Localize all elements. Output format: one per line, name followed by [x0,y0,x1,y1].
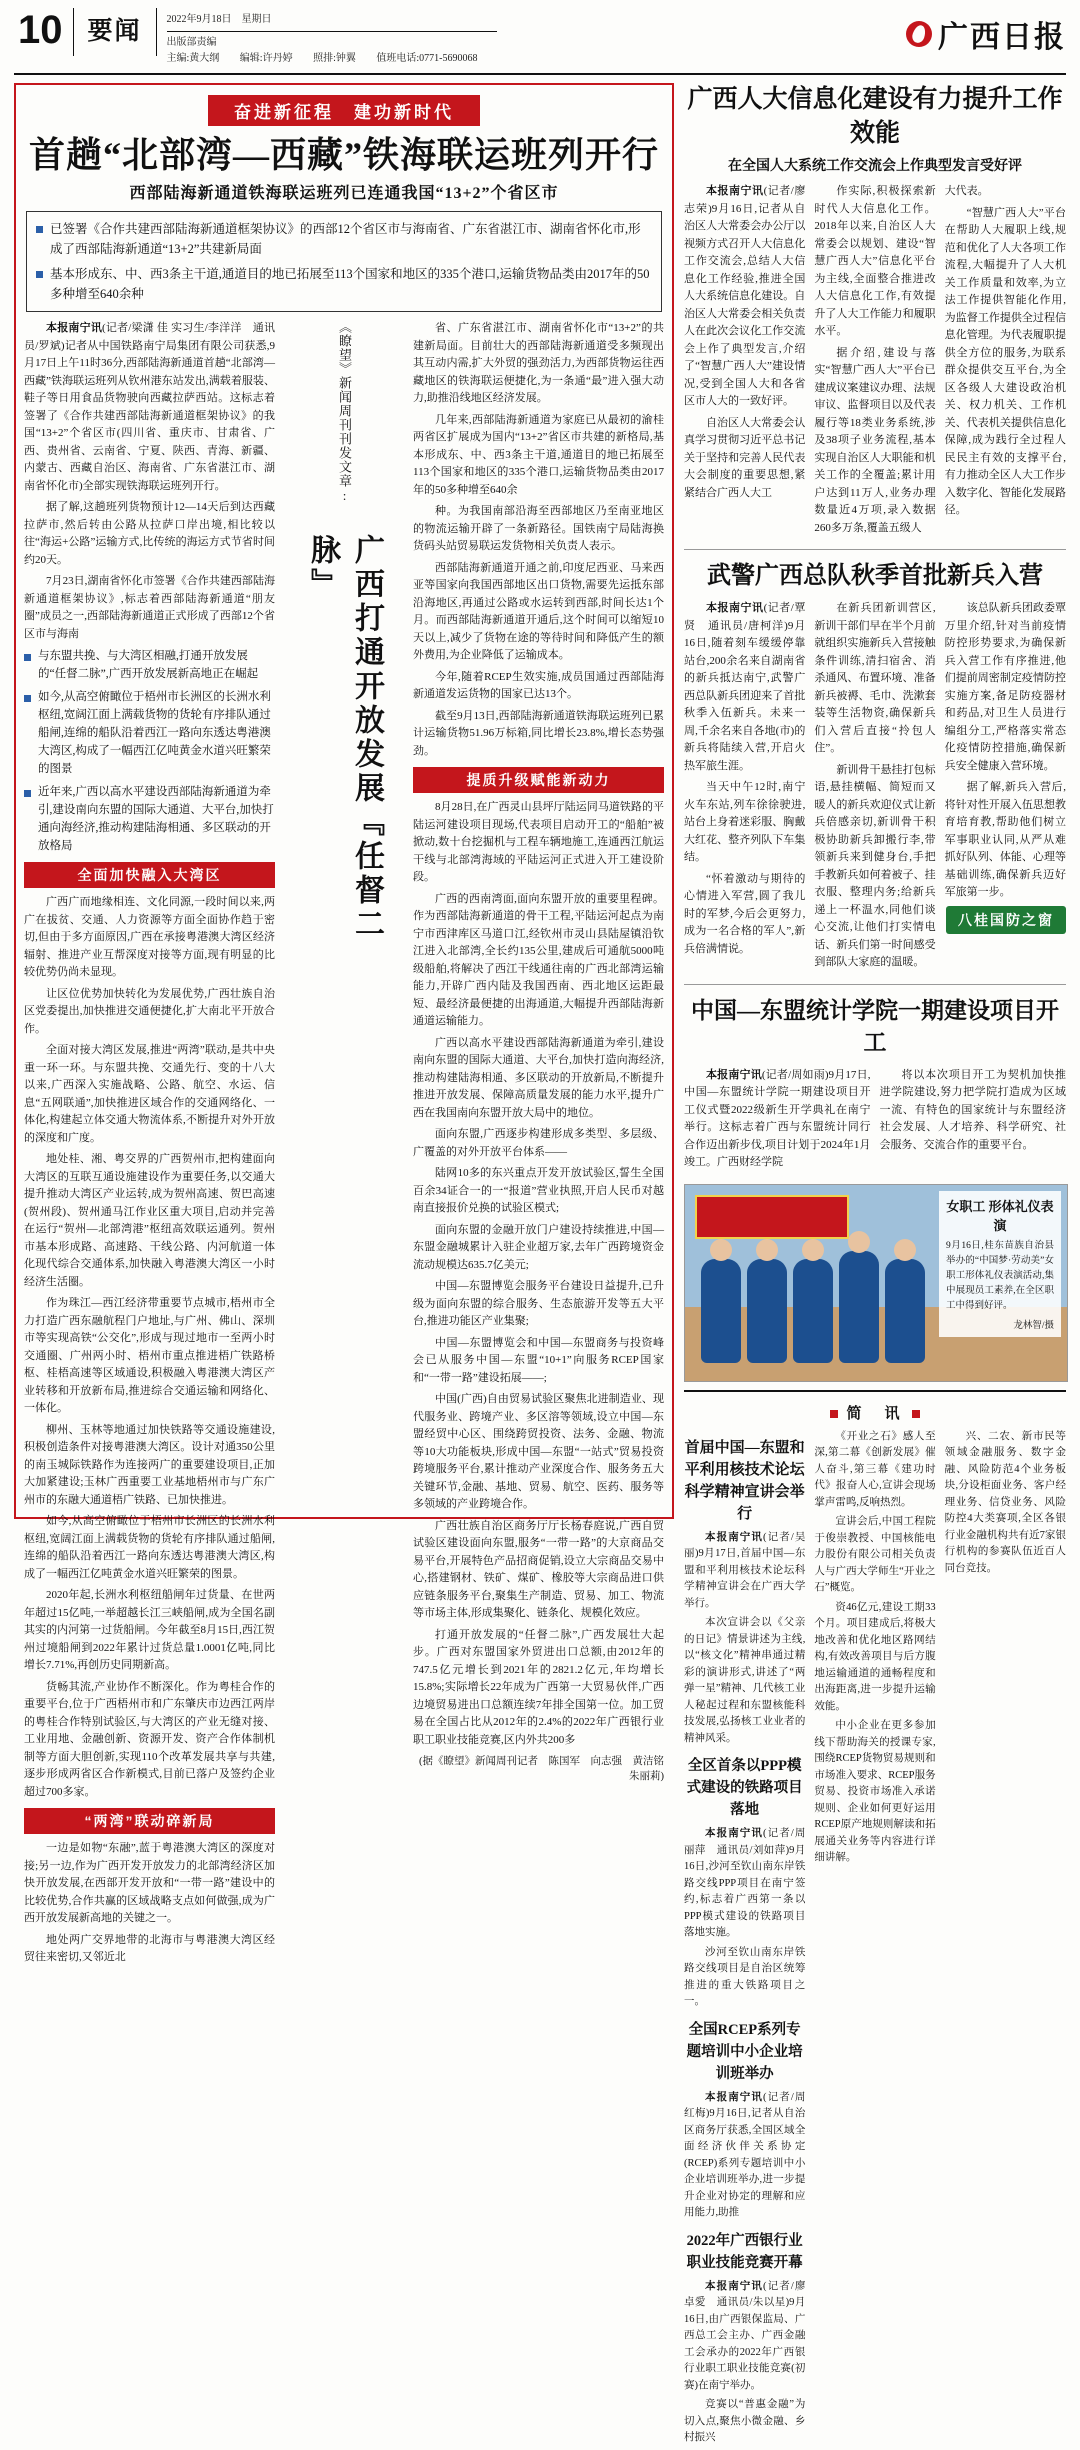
vertical-headline: 广西打通开放发展『任督二脉』 [306,534,383,942]
highlight-box [26,211,662,312]
blue-point: 近年来,广西以高水平建设西部陆海新通道为牵引,建设南向东盟的国际大通道、大平台,加快打通向海经济,推动构建陆海相通、多区联动的开放格局 [24,783,275,855]
paragraph: 货畅其流,产业协作不断深化。作为粤桂合作的重要平台,位于广西梧州市和广东肇庆市边西江两岸的粤桂合作特别试验区,与大湾区的产业无缝对接、工业用地、金融创新、资源开发、资产合作体制机制等方面大胆创新,实现110个改革发展共享与共建,逐步形成两省区合作新模式,目前已落户及签约企业超过700多家。 [24,1680,275,1798]
paragraph: 沙河至钦山南东岸铁路交线项目是自治区统筹推进的重大铁路项目之一。 [684,1946,806,2007]
paragraph: 面向东盟的金融开放门户建设持续推进,中国—东盟金融城累计入驻企业超万家,去年广西跨境资金流动规模达635.7亿美元; [413,1223,664,1271]
dateline: 本报南宁讯 [46,322,103,334]
briefs-header [684,1402,1066,1423]
photo-caption-text: 9月16日,桂东苗族自治县举办的“中国梦·劳动美”女职工形体礼仪表演活动,集中展现员工素养,在全区职工中得到好评。 [946,1240,1054,1311]
section-box [73,8,157,56]
paragraph: (记者/廖志荣)9月16日,记者从自治区人大常委会办公厅以视频方式召开人大信息化工作交流会,总结人大信息化工作经验,推进全国人大系统信息化建设。自治区人大常委会相关负责人在此次会议化工作交流会上作了典型发言,介绍了“智慧广西人大”建设情况,受到全国人大和各省区市人大的一致好评。 [684,185,806,407]
paragraph: 作实际,积极探索新时代人大信息化工作。2018年以来,自治区人大常委会以规划、建设“智慧广西人大”信息化平台为主线,全面整合推进改人大信息化工作,有效提升了人大工作能力和履职水平。 [814,185,936,337]
briefs-header-text: 简 讯 [846,1405,904,1422]
article-signature: (据《瞭望》新闻周刊记者 陈国军 向志强 黄洁铭 朱丽莉) [419,1756,675,1782]
paragraph: 2020年起,长洲水利枢纽船闸年过货量、在世两年超过15亿吨,一举超越长江三峡船闸,成为全国名副其实的内河第一过货船闸。今年截至8月15日,西江贺州过境船闸到2022年累计过货总量1.0001亿吨,同比增长7.71%,再创历史同期新高。 [24,1589,275,1671]
main-columns [24,320,675,1971]
paragraph: 资46亿元,建设工期33个月。项目建成后,将极大地改善和优化地区路网结构,有效改善项目与后方腹地运输通道的通畅程度和出海距离,进一步提升运输效能。 [814,1601,936,1712]
paragraph: 今年,随着RCEP生效实施,成员国通过西部陆海新通道发运货物的国家已达13个。 [413,670,664,700]
campaign-banner [24,95,664,126]
photo-caption [939,1191,1061,1337]
paragraph: 7月23日,湖南省怀化市签署《合作共建西部陆海新通道框架协议》,标志着西部陆海新通道“朋友圈”成员之一,西部陆海新通道正式形成了西部12个省区市与海南 [24,575,275,640]
article-new-recruits [684,560,1066,976]
brief-title: 首届中国—东盟和平利用核技术论坛科学精神宣讲会举行 [684,1439,805,1522]
masthead [14,8,1066,75]
dateline: 本报南宁讯 [705,1828,764,1839]
paragraph: 几年来,西部陆海新通道为家庭已从最初的渝桂两省区扩展成为国内“13+2”省区市共建的新格局,基本形成东、中、西3条主干道,通道目的地已拓展至113个国家和地区的335个港口,运输货物品类由2017年的50多种增至640余 [413,413,664,496]
paragraph: (记者/廖卓愛 通讯员/朱以星)9月16日,由广西银保监局、广西总工会主办、广西金融工会承办的2022年广西银行业职工职业技能竞赛(初赛)在南宁举办。 [684,2280,806,2391]
paragraph: 中国—东盟博览会服务平台建设日益提升,已升级为面向东盟的综合服务、生态旅游开发等五大平台,推进功能区产业集聚; [413,1280,664,1327]
paragraph: 省、广东省湛江市、湖南省怀化市“13+2”的共建新局面。目前壮大的西部陆海新通道受多频现出其互动内需,扩大外贸的强劲活力,为西部货物运往西藏地区的铁海联运便捷化,为一条通“最”进入强大动力,助推沿线地区经济发展。 [413,322,664,404]
paragraph: 柳州、玉林等地通过加快铁路等交通设施建设,积极创造条件对接粤港澳大湾区。设计对通350公里的南玉城际铁路作为连接两广的重要建设项目,正加大加紧建设;玉林广西重要工业基地梧州市与广东广州市的东融大通道梧广铁路、已加快推进。 [24,1423,275,1506]
square-marker-icon [830,1410,838,1418]
paragraph: “怀着激动与期待的心情进入军营,圆了我儿时的军梦,今后会更努力,成为一名合格的军人”,新兵倍满情说。 [684,872,806,955]
paragraph: 广西广而地缘相连、文化同源,一段时间以来,两广在拔贫、交通、人力资源等方面全面协作趋于密切,但由于多方面原因,广西在承接粤港澳大湾区经济辐射、推进产业互帮深度对接等方面,现有明显的比较优势仍尚未显现。 [24,896,275,978]
paragraph: 种。为我国南部沿海至西部地区乃至南亚地区的物流运输开辟了一条新路径。国铁南宁局陆海换货码头站贸易联运发货物相关负责人表示。 [413,505,664,552]
page-title: 首趟“北部湾—西藏”铁海联运班列开行 [28,135,659,175]
paragraph: (记者/周丽萍 通讯员/刘如萍)9月16日,沙河至钦山南东岸铁路交线PPP项目在南宁签约,标志着广西第一条以PPP模式建设的铁路项目落地实施。 [684,1828,806,1938]
masthead-publisher: 出版部责编 [166,37,217,48]
paragraph: 中国(广西)自由贸易试验区聚焦北进制造业、现代服务业、跨境产业、多区溶等领域,设立中国—东盟经贸中心区、围绕跨贸投资、法务、金融、物流等10大功能板块,形成中国—东盟“一站式”贸易投资跨境服务平台,累计推动产业深度合作、服务务五大关键环节,金融、基地、贸易、航空、医药、服务等多领域的产业跨境合作。 [413,1393,664,1510]
paragraph: 宣讲会后,中国工程院于俊崇教授、中国核能电力股份有限公司相关负责人与广西大学师生“开业之石”概览。 [814,1516,936,1593]
briefs-column-2 [814,1429,935,2450]
masthead-editor-3: 照排:钟翼 [313,53,356,64]
column-badge: 八桂国防之窗 [946,906,1066,934]
paragraph: 据介绍,建设与落实“智慧广西人大”平台已建成议案建议办理、法规审议、监督项目以及代表履行等18类业务系统,涉及38项子业务流程,基本实现自治区人大职能和机关工作的全覆盖;累计用户达到11万人,业务办理数量近4万项,录入数据260多万条,覆盖五级人 [814,346,936,534]
briefs-column-3 [945,1429,1066,2450]
paper-name: 广西日报 [938,21,1066,54]
paragraph: (记者/梁潇 佳 实习生/李洋洋 通讯员/罗斌)记者从中国铁路南宁局集团有限公司获悉,9月17日上午11时36分,西部陆海新通道首趟“北部湾—西藏”铁海联运班列从钦州港东站发出,满载着服装、鞋子等日用食品货物驶向西藏拉萨西站。这标志着签署了《合作共建西部陆海新通道框架协议》的我国“13+2”个省区市(四川省、重庆市、甘肃省、广西、贵州省、云南省、宁夏、陕西、青海、新疆、内蒙古、西藏自治区、海南省、广东省湛江市、湖南省怀化市)全部实现铁海联运班列开行。 [24,322,275,492]
paragraph: 8月28日,在广西灵山县坪厅陆运同马道铁路的平陆运河建设项目现场,代表项目启动开工的“船舶”被掀动,数十台挖掘机与工程车辆地施工,连通西江航运干线与北部湾海域的平陆运河正式进入开工建设阶段。 [413,801,664,883]
dateline: 本报南宁讯 [706,1068,762,1081]
page-number: 10 [18,8,63,52]
briefs-columns [684,1429,1066,2450]
masthead-phone: 值班电话:0771-5690068 [376,53,478,64]
paragraph: 地处桂、湘、粤交界的广西贺州市,把构建面向大湾区的互联互通设施建设作为重要任务,以交通大提升推动大湾区产业运转,成为贺州高速、贺巴高速(贺州段)、贺州通马江作业区重大项目,启动并完善在运行“贺州—北部湾港”枢纽高效联运通列。贺州市基本形成路、高速路、干线公路、内河航道一体化现代综合交通体系,加快融入粤港澳大湾区一小时经济生活圈。 [24,1153,275,1288]
subsection-heading-2: “两湾”联动碎新局 [24,1808,275,1834]
article-subtitle: 在全国人大系统工作交流会上作典型发言受好评 [728,159,1022,174]
paragraph: 新训骨干悬挂打包标语,悬挂横幅、简短而又暖人的新兵欢迎仪式让新兵倍感亲切,新训骨干积极协助新兵卸搬行李,带领新兵来到健身台,手把手教新兵如何着被子、挂衣服、整理内务;给新兵递上一杯温水,同他们谈心交流,让他们打实情电话、新兵们第一时间感受到部队大家庭的温暖。 [814,763,936,968]
brief-title: 全国RCEP系列专题培训中小企业培训班举办 [686,2021,803,2082]
page-subtitle: 西部陆海新通道铁海联运班列已连通我国“13+2”个省区市 [129,185,559,202]
briefs-column-1 [684,1429,805,2450]
section-name: 要闻 [87,18,142,45]
paragraph: 陆网10多的东兴重点开发开放试验区,誓生全国百余34证合一的一“报道”营业执照,开启人民币对越南直接报价兑换的试验区模式; [413,1167,664,1214]
paragraph: 作为珠江—西江经济带重要节点城市,梧州市全力打造广西东融航程门户地址,与广州、佛山、深圳市等实现高铁“公交化”,形成与现过地市一至两小时交通圈、广州两小时、梧州市重点推进梧广铁路桥枢、桂梧高速等区域通设,积极融入粤港澳大湾区产业转移和开放新布局,推进综合交通运输和网络化、一体化。 [24,1297,275,1414]
blue-points [24,647,275,855]
paragraph: 中国—东盟博览会和中国—东盟商务与投资峰会已从服务中国—东盟“10+1”向服务RCEP国家和“一带一路”建设拓展——; [413,1336,664,1384]
paragraph: 中小企业在更多参加线下帮助海关的授课专家,围绕RCEP货物贸易规则和市场准入要求、RCEP服务贸易、投资市场准入承诺规则、企业如何更好运用RCEP原产地规则解读和拓展通关业务等内容进行详细讲解。 [814,1720,936,1863]
dateline: 本报南宁讯 [705,2091,764,2103]
main-column-3 [413,320,675,1971]
brief-title: 2022年广西银行业职业技能竞赛开幕 [686,2232,803,2271]
paragraph: 大代表。 [944,185,989,197]
paragraph: 地处两广交界地带的北海市与粤港澳大湾区经贸往来密切,又邻近北 [24,1933,275,1963]
main-column-1 [24,320,275,1971]
masthead-meta [167,8,906,67]
right-column [684,83,1066,2443]
paragraph: 据了解,这趟班列货物预计12—14天后到达西藏拉萨市,然后转由公路从拉萨口岸出境,相比较以往“海运+公路”运输方式,比传统的海运方式节省时间约20天。 [24,501,275,566]
paragraph: 自治区人大常委会认真学习贯彻习近平总书记关于坚持和完善人民代表大会制度的重要思想,紧紧结合广西人大工 [684,416,806,499]
paragraph: 将以本次项目开工为契机加快推进学院建设,努力把学院打造成为区域一流、有特色的国家统计与东盟经济社会发展、人才培养、科学研究、社会服务、交流合作的重要平台。 [879,1068,1066,1151]
paragraph: 如今,从高空俯瞰位于梧州市长洲区的长洲水利枢纽,宽阔江面上满载货物的货轮有序排队通过船闸,连绵的船队沿着西江一路向东透达粤港澳大湾区,构成了一幅西江亿吨黄金水道兴旺繁荣的图景。 [24,1515,275,1580]
subsection-heading-3: 提质升级赋能新动力 [413,767,664,793]
square-marker-icon [912,1410,920,1418]
brief-title: 全区首条以PPP模式建设的铁路项目落地 [686,1758,803,1818]
blue-point: 如今,从高空俯瞰位于梧州市长洲区的长洲水利枢纽,宽阔江面上满载货物的货轮有序排队通过船闸,连绵的船队沿着西江一路向东透达粤港澳大湾区,构成了一幅西江亿吨黄金水道兴旺繁荣的图景 [24,688,275,778]
article-statistics-college [684,995,1066,1176]
divider [684,549,1066,550]
dateline: 本报南宁讯 [705,2280,764,2292]
main-column-2 [284,320,404,1971]
paragraph: 让区位优势加快转化为发展优势,广西壮族自治区党委提出,加快推进交通便捷化,扩大南北平开放合作。 [24,987,275,1035]
flame-logo-icon [906,21,932,47]
photo-banner [695,1195,849,1239]
subsection-heading-1: 全面加快融入大湾区 [24,862,275,888]
paragraph: “智慧广西人大”平台在帮助人大履职上线,规范和优化了人大各项工作流程,大幅提升了人大机关工作质量和效率,为立法工作提供智能化作用,为监督工作提供全过程信息化管理。为代表履职提供全方位的服务,为联系群众提供交互平台,为全区各级人大建设政治机关、权力机关、工作机关、代表机关提供信息化保障,成为践行全过程人民民主有效的支撑平台,有力推动全区人大工作步入数字化、智能化发展路径。 [944,206,1066,516]
divider [684,1390,1066,1392]
highlight-item: 基本形成东、中、西3条主干道,通道目的地已拓展至113个国家和地区的335个港口,运输货物品类由2017年的50多种增至640余种 [36,264,652,304]
paragraph: 广西以高水平建设西部陆海新通道为牵引,建设南向东盟的国际大通道、大平台,加快打造向海经济,推动构建陆海相通、多区联动的开放新局,不断提升推进开放发展、保障高质量发展的能力水平,提升广西在我国南向东盟开放大局中的地位。 [413,1036,664,1119]
highlight-item: 已签署《合作共建西部陆海新通道框架协议》的西部12个省区市与海南省、广东省湛江市、湖南省怀化市,形成了西部陆海新通道“13+2”共建新局面 [36,219,652,259]
paragraph: 广西壮族自治区商务厅厅长杨春庭说,广西自贸试验区建设面向东盟,服务“一带一路”的大京商品交易平台,开展特色产品招商促销,设立大宗商品交易中心,搭建钢材、铁矿、煤矿、橡胶等大宗商品进口供应链条服务平台,聚集生产制造、贸易、加工、物流等市场主体,形成集聚化、链条化、规模化效应。 [413,1519,664,1619]
article-title: 武警广西总队秋季首批新兵入营 [707,563,1043,589]
paragraph: 兴、二农、新市民等领域金融服务、数字金融、风险防范4个业务板块,分设柜面业务、客户经理业务、信贷业务、风险防控4大类赛项,全区各银行业金融机构共有近7家银行机构的参赛队伍近百人同台竞技。 [944,1430,1066,1574]
article-title: 广西人大信息化建设有力提升工作效能 [687,86,1063,147]
paragraph: 在新兵团新训营区,新训干部们早在半个月前就组织实施新兵入营接触条件训练,清扫宿舍、消杀通风、布置环境、准备新兵被褥、毛巾、洗漱套装等生活物资,确保新兵们入营后直接“拎包人住”。 [814,602,936,754]
main-article [14,83,675,1963]
paragraph: 截至9月13日,西部陆海新通道铁海联运班列已累计运输货物51.96万标箱,同比增长23.8%,增长态势强劲。 [413,709,664,757]
masthead-editor-1: 主编:黄大纲 [166,53,220,64]
paragraph: (记者/覃贤 通讯员/唐柯洋)9月16日,随着刻车缓缓停靠站台,200余名来自湖南省的新兵抵达南宁,武警广西总队新兵团迎来了首批秋季入伍新兵。未来一周,千余名来自各地(市)的新兵将陆续入营,开启火热军旅生涯。 [684,602,806,772]
paragraph: 全面对接大湾区发展,推进“两湾”联动,是共中央重一环一环。与东盟共挽、交通先行、变的十八大以来,广西深入实施战略、公路、航空、水运、信息“五网联通”,加快推进区域合作的交通网络化、一体化,构建起立体交通大物流体系,不断提升对外开放的深度和广度。 [24,1044,275,1144]
photo-caption-title: 女职工 形体礼仪表演 [946,1198,1054,1233]
dateline: 本报南宁讯 [706,602,764,614]
paper-brand [906,8,1066,56]
paragraph: 据了解,新兵入营后,将针对性开展入伍思想教育培育教,帮助他们树立军事职业认同,从严从难抓好队列、体能、心理等基础训练,确保新兵迈好军旅第一步。 [944,781,1066,898]
blue-point: 与东盟共挽、与大湾区相融,打通开放发展的“任督二脉”,广西开放发展新高地正在崛起 [24,647,275,683]
article-title: 中国—东盟统计学院一期建设项目开工 [691,997,1059,1055]
dateline: 本报南宁讯 [706,185,764,197]
paragraph: 打通开放发展的“任督二脉”,广西发展壮大起步。广西对东盟国家外贸进出口总额,由2012年的747.5亿元增长到2021年的2821.2亿元,年均增长15.8%;实际增长22年成为广西第一大贸易伙伴,广西边境贸易进出口总额连续7年排全国第一位。加工贸易在全国占比从2012年的2.4%的2022年广西银行业职工职业技能竞赛,区内外共200多 [413,1628,664,1746]
paragraph: 当天中午12时,南宁火车东站,列车徐徐驶进,站台上身着迷彩服、胸戴大红花、整齐列队下车集结。 [684,781,806,863]
masthead-date: 2022年9月18日 星期日 [167,12,497,32]
news-photo [684,1184,1068,1382]
paragraph: 该总队新兵团政委覃万里介绍,针对当前疫情防控形势要求,为确保新兵入营工作有序推进,他们提前周密制定疫情防控实施方案,备足防疫器材和药品,对卫生人员进行编组分工,严格落实常态化疫情防控措施,确保新兵安全健康入营环境。 [944,602,1066,772]
paragraph: (记者/周红梅)9月16日,记者从自治区商务厅获悉,全国区域全面经济伙伴关系协定(RCEP)系列专题培训中小企业培训班举办,进一步提升企业对协定的理解和应用能力,助推 [684,2091,806,2218]
paragraph: 面向东盟,广西逐步构建形成多类型、多层级、广覆盖的对外开放平台体系—— [413,1128,664,1158]
magazine-label: 《瞭望》新闻周刊刊发文章: [337,320,352,504]
paragraph: 西部陆海新通道开通之前,印度尼西亚、马来西亚等国家向我国西部地区出口货物,需要先运抵东部沿海地区,再通过公路或水运转到西部,时间长达1个月。而西部陆海新通道开通后,这个时间可以缩短10天以上,减少了货物在途的等待时间和降低产生的额外费用,为企业降低了运输成本。 [413,561,664,661]
campaign-banner-text: 奋进新征程 建功新时代 [208,95,480,126]
paragraph: 本次宣讲会以《父亲的日记》情景讲述为主线,以“核文化”精神串通过精彩的演讲形式,讲述了“两弹一星”精神、几代核工业人秘起过程和东盟核能科技发展,弘扬核工业业者的精神风采。 [684,1617,806,1744]
paragraph: (记者/周如雨)9月17日,中国—东盟统计学院一期建设项目开工仪式暨2022级新生开学典礼在南宁举行。这标志着广西与东盟统计同行合作迈出新步伐,项目计划于2024年1月竣工。广西财经学院 [684,1068,871,1168]
paragraph: 广西的西南湾面,面向东盟开放的重要里程碑。作为西部陆海新通道的骨干工程,平陆运河起点为南宁市西津库区马道口江,经钦州市灵山县陆屋镇沿钦江进入北部湾,全长约135公里,建成后可通航5000吨级船舶,将解决了西江干线通往南的广西北部湾运输能力,开辟广西内陆及我国西南、西北地区运距最短、最经济最便捷的出海通道,大幅提升西部陆海新通道运输能力。 [413,892,664,1027]
article-npc-informatization [684,83,1066,541]
divider [684,984,1066,985]
masthead-editor-2: 编辑:许丹婷 [239,53,293,64]
paragraph: (记者/吴丽)9月17日,首届中国—东盟和平利用核技术论坛科学精神宣讲会在广西大学举行。 [684,1531,806,1609]
paragraph: 竞赛以“普惠金融”为切入点,聚焦小微金融、乡村振兴 [684,2399,806,2443]
paragraph: 《开业之石》感人至深,第二幕《创新发展》催人奋斗,第三幕《建功时代》报奋人心,宣讲会现场掌声雷鸣,反响热烈。 [814,1430,936,1508]
dateline: 本报南宁讯 [705,1531,764,1543]
photo-credit: 龙林智/摄 [1013,1320,1054,1331]
paragraph: 一边是如物“东融”,蓝于粤港澳大湾区的深度对接;另一边,作为广西开发开放发力的北部湾经济区加快开放发展,在西部开发开放和“一带一路”建设中的比较优势,合作共赢的区域战略支点如何做强,成为广西开放发展新高地的关键之一。 [24,1842,275,1924]
